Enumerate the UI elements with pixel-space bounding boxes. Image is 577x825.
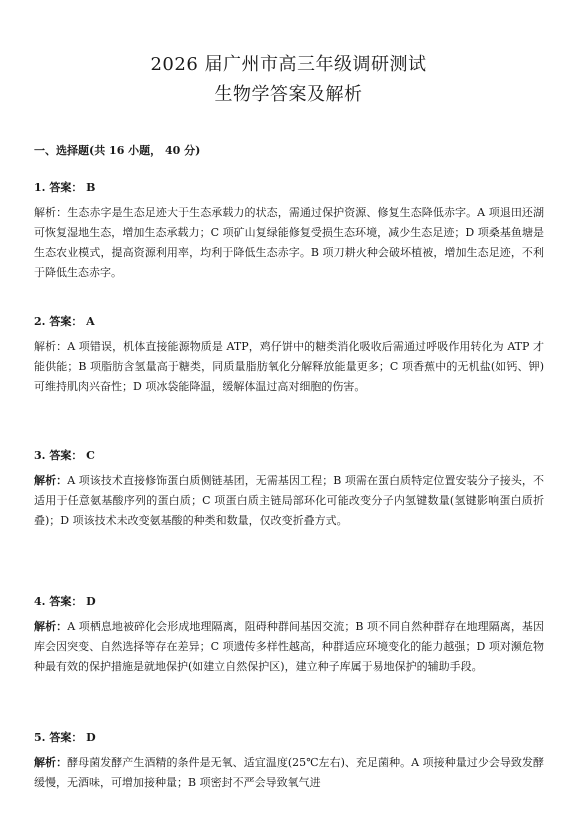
explanation-text: A 项错误，机体直接能源物质是 ATP，鸡仔饼中的糖类消化吸收后需通过呼吸作用转化为 ATP 才能供能；B 项脂肪含氢量高于糖类，同质量脂肪氧化分解释放能量更多；C 项香蕉中的无机盐(如钙、钾)可维持肌肉兴奋性；D 项冰袋能降温，缓解体温过高对细胞的伤害。: [34, 340, 545, 393]
explanation-text: A 项栖息地被碎化会形成地理隔离，阻碍种群间基因交流；B 项不同自然种群存在地理隔离，基因库会因突变、自然选择等存在差异；C 项遗传多样性越高，种群适应环境变化的能力越强；D 项对濒危物种最有效的保护措施是就地保护(如建立自然保护区)，建立种子库属于易地保护的辅助手段。: [34, 620, 544, 673]
document-subtitle: 生物学答案及解析: [214, 84, 363, 105]
section-heading: 一、选择题(共 16 小题， 40 分): [34, 144, 201, 157]
question-2: [34, 312, 544, 397]
answer-line: 1. 答案： B: [34, 181, 96, 194]
explanation-label: 解析：: [34, 620, 68, 633]
answer-line: 4. 答案： D: [34, 595, 96, 608]
document-title: 2026 届广州市高三年级调研测试: [150, 54, 427, 75]
answer-line: 5. 答案： D: [34, 731, 96, 744]
explanation-text: 生态赤字是生态足迹大于生态承载力的状态，需通过保护资源、修复生态降低赤字。A 项退田还湖可恢复湿地生态，增加生态承载力；C 项矿山复绿能修复受损生态环境，减少生态足迹；D 项桑基鱼塘是生态农业模式，提高资源利用率，均利于降低生态赤字。B 项刀耕火种会破坏植被，增加生态足迹，不利于降低生态赤字。: [34, 206, 545, 279]
explanation: [34, 203, 544, 283]
explanation: [34, 471, 544, 531]
answer-line: 3. 答案： C: [34, 449, 95, 462]
explanation-label: 解析：: [34, 756, 68, 769]
question-4: [34, 592, 544, 677]
answer-line: 2. 答案： A: [34, 315, 95, 328]
explanation-text: A 项该技术直接修饰蛋白质侧链基团，无需基因工程；B 项需在蛋白质特定位置安装分子接头，不适用于任意氨基酸序列的蛋白质；C 项蛋白质主链局部环化可能改变分子内氢键数量(氢键影响蛋白质折叠)；D 项该技术未改变氨基酸的种类和数量，仅改变折叠方式。: [34, 474, 544, 527]
explanation: [34, 617, 544, 677]
explanation: [34, 753, 544, 793]
question-1: [34, 178, 544, 283]
explanation: [34, 337, 544, 397]
question-5: [34, 728, 544, 793]
explanation-label: 解析：: [34, 340, 68, 353]
explanation-label: 解析：: [34, 474, 68, 487]
explanation-text: 酵母菌发酵产生酒精的条件是无氧、适宜温度(25℃左右)、充足菌种。A 项接种量过少会导致发酵缓慢，无酒味，可增加接种量；B 项密封不严会导致氧气进: [34, 756, 545, 789]
question-3: [34, 446, 544, 531]
explanation-label: 解析：: [34, 206, 68, 219]
